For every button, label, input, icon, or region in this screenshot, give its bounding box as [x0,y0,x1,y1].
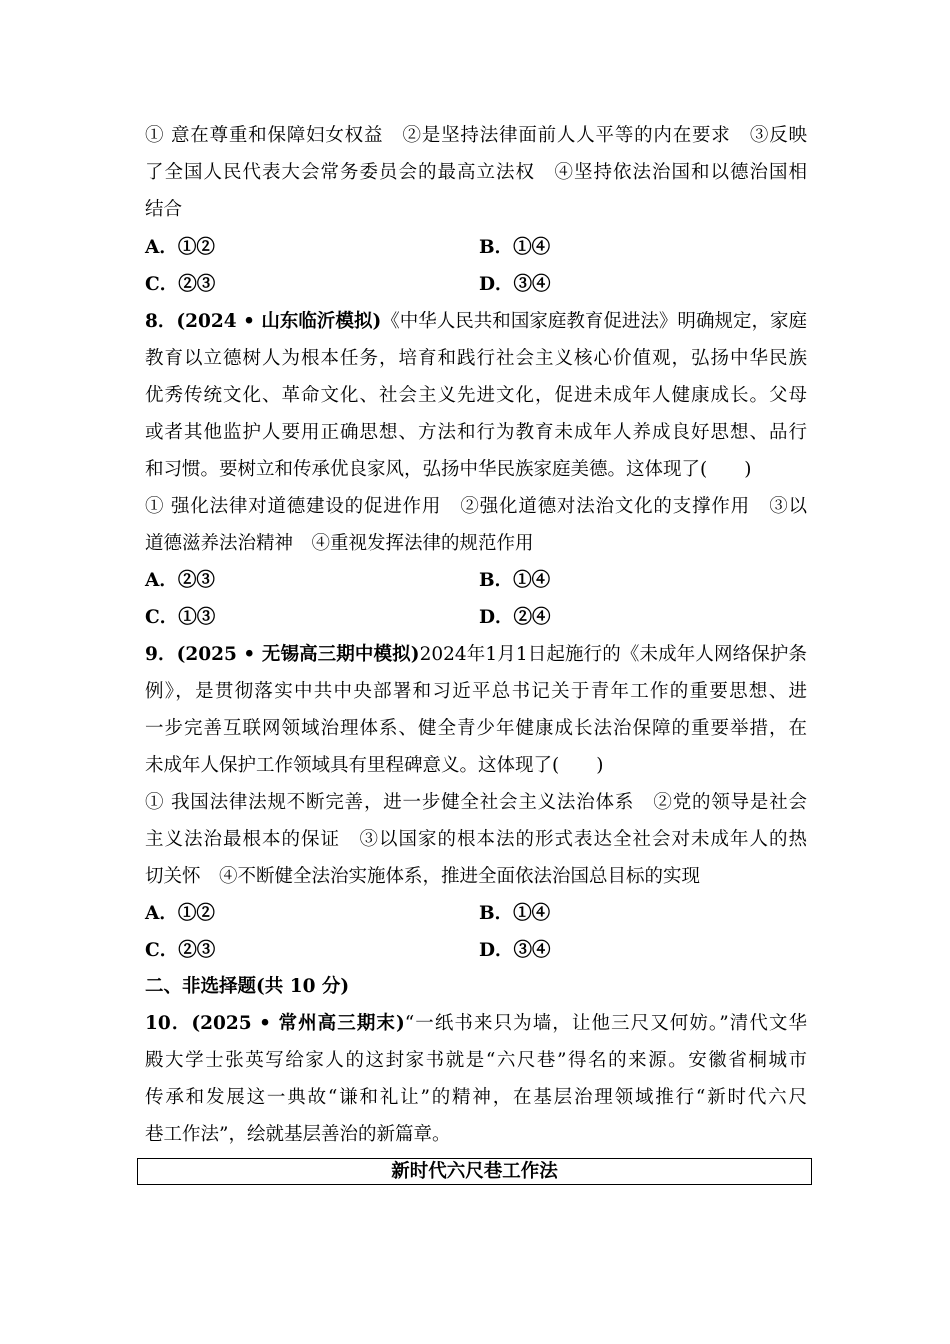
q7-statement-line: ① 意在尊重和保障妇女权益 ②是坚持法律面前人人平等的内在要求 ③反映 [145,125,807,146]
q9-stem-line: 例》，是贯彻落实中共中央部署和习近平总书记关于青年工作的重要思想、进 [145,681,807,702]
q7-statement-line: 结合 [145,199,183,220]
q10-stem-first-line [145,1005,807,1042]
q8-option-c[interactable]: C．①③ [145,607,216,628]
table-title: 新时代六尺巷工作法 [391,1161,558,1182]
q7-options-row-1 [145,229,807,266]
q9-option-d[interactable]: D．③④ [479,940,551,961]
q8-source: (2024 • 山东临沂模拟) [176,311,382,332]
q10-stem-line: 传承和发展这一典故“谦和礼让”的精神，在基层治理领域推行“新时代六尺 [145,1087,807,1108]
q9-statement-line: ① 我国法律法规不断完善，进一步健全社会主义法治体系 ②党的领导是社会 [145,792,807,813]
q8-options-row-2 [145,599,807,636]
q8-stem-line: 或者其他监护人要用正确思想、方法和行为教育未成年人养成良好思想、品行 [145,422,807,443]
q8-stem-line: 教育以立德树人为根本任务，培育和践行社会主义核心价值观，弘扬中华民族 [145,348,807,369]
q7-statements [145,117,807,228]
q9-stem-line: 2024年1月1日起施行的《未成年人网络保护条 [419,644,807,665]
q10-stem-line: “一纸书来只为墙，让他三尺又何妨。”清代文华 [404,1013,807,1034]
q9-statement-line: 主义法治最根本的保证 ③以国家的根本法的形式表达全社会对未成年人的热 [145,829,807,850]
q7-option-c[interactable]: C．②③ [145,274,216,295]
q10-number: 10． [145,1013,192,1034]
q7-option-d[interactable]: D．③④ [479,274,551,295]
q7-options-row-2 [145,266,807,303]
q10-stem-line: 巷工作法”，绘就基层善治的新篇章。 [145,1124,451,1145]
method-table [137,1158,812,1185]
q8-statement-line: 道德滋养法治精神 ④重视发挥法律的规范作用 [145,533,534,554]
q8-stem-first-line [145,303,807,340]
q7-statement-line: 了全国人民代表大会常务委员会的最高立法权 ④坚持依法治国和以德治国相 [145,162,807,183]
q9-options-row-2 [145,932,807,969]
q8-stem-line: 《中华人民共和国家庭教育促进法》明确规定，家庭 [381,311,807,332]
q8-option-d[interactable]: D．②④ [479,607,551,628]
q9-stem [145,636,807,784]
q9-stem-line: 未成年人保护工作领域具有里程碑意义。这体现了( ) [145,755,604,776]
q9-stem-first-line [145,636,807,673]
q8-stem-line: 优秀传统文化、革命文化、社会主义先进文化，促进未成年人健康成长。父母 [145,385,807,406]
q8-option-a[interactable]: A．②③ [145,570,215,591]
q8-options-row-1 [145,562,807,599]
q8-statements [145,488,807,562]
q9-number: 9． [145,644,177,665]
q9-statements [145,784,807,895]
q9-source: (2025 • 无锡高三期中模拟) [176,644,420,665]
q10-stem-line: 殿大学士张英写给家人的这封家书就是“六尺巷”得名的来源。安徽省桐城市 [145,1050,807,1071]
q8-stem [145,303,807,488]
q7-option-b[interactable]: B．①④ [479,237,551,258]
q8-stem-line: 和习惯。要树立和传承优良家风，弘扬中华民族家庭美德。这体现了( ) [145,459,752,480]
q9-statement-line: 切关怀 ④不断健全法治实施体系，推进全面依法治国总目标的实现 [145,866,701,887]
q8-option-b[interactable]: B．①④ [479,570,551,591]
q9-option-b[interactable]: B．①④ [479,903,551,924]
q7-option-a[interactable]: A．①② [145,237,215,258]
q10-stem [145,1005,807,1153]
q9-stem-line: 一步完善互联网领域治理体系、健全青少年健康成长法治保障的重要举措，在 [145,718,807,739]
q10-source: (2025 • 常州高三期末) [191,1013,405,1034]
q8-statement-line: ① 强化法律对道德建设的促进作用 ②强化道德对法治文化的支撑作用 ③以 [145,496,807,517]
q9-options-row-1 [145,895,807,932]
section-heading: 二、非选择题(共 10 分) [145,976,350,997]
q8-number: 8． [145,311,177,332]
q9-option-c[interactable]: C．②③ [145,940,216,961]
q9-option-a[interactable]: A．①② [145,903,215,924]
